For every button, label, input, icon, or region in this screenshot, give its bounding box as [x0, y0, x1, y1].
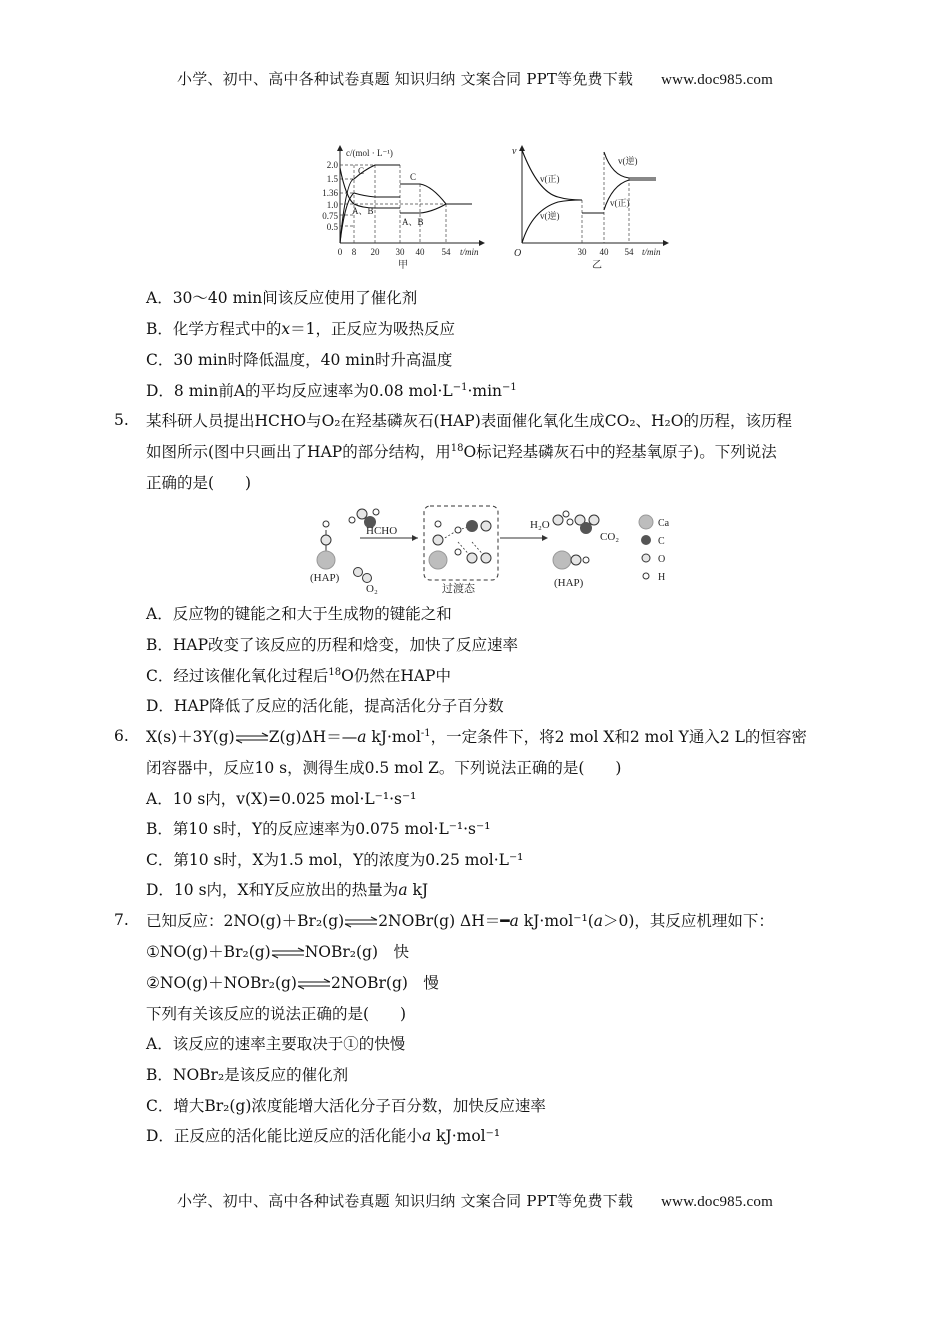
q7-step2: ②NO(g)＋NOBr₂(g) 2NOBr(g) 慢	[146, 974, 439, 992]
legend-h: H	[658, 572, 666, 583]
jia-caption: 甲	[398, 260, 408, 271]
q7-step1: ①NO(g)＋Br₂(g) NOBr₂(g) 快	[146, 943, 410, 961]
q7-option-a: A．该反应的速率主要取决于①的快慢	[146, 1035, 406, 1053]
hap-label: (HAP)	[310, 572, 340, 584]
header-text: 小学、初中、高中各种试卷真题 知识归纳 文案合同 PPT等免费下载	[177, 70, 634, 88]
q6-option-b: B．第10 s时，Y的反应速率为0.075 mol·L⁻¹·s⁻¹	[146, 820, 491, 838]
figure-jia	[312, 140, 492, 275]
q5-option-c: C．经过该催化氧化过程后$^{18}$O仍然在HAP中	[146, 666, 451, 685]
q5-stem-line3: 正确的是( )	[146, 474, 252, 492]
yi-caption: 乙	[592, 260, 602, 271]
q6-option-d: D．10 s内，X和Y反应放出的热量为a kJ	[146, 881, 429, 899]
jia-xtick: 30	[395, 247, 405, 257]
equilibrium-arrow-icon	[235, 732, 269, 744]
q5-option-a: A．反应物的键能之和大于生成物的键能之和	[146, 605, 452, 623]
yi-xlabel: t/min	[642, 247, 661, 257]
jia-ytick: 1.5	[326, 174, 338, 184]
equilibrium-arrow-icon	[344, 916, 378, 928]
jia-curve-label: C	[358, 166, 365, 176]
jia-xtick: 8	[351, 247, 357, 257]
jia-ytick: 1.36	[322, 188, 338, 198]
figure-yi	[508, 140, 678, 275]
q6-stem-line1: X(s)＋3Y(g) Z(g)ΔH＝—a kJ·mol$^{-1}$，一定条件下，将2 mol X和2 mol Y通入2 L的恒容密	[146, 727, 807, 746]
jia-ytick: 2.0	[326, 160, 338, 170]
footer-site[interactable]: www.doc985.com	[661, 1194, 773, 1210]
h2o-label: H₂O	[530, 519, 550, 531]
jia-ylabel: c/(mol · L⁻¹)	[346, 148, 393, 158]
header-site[interactable]: www.doc985.com	[661, 72, 773, 88]
equilibrium-arrow-icon	[297, 978, 331, 990]
q6-option-c: C．第10 s时，X为1.5 mol，Y的浓度为0.25 mol·L⁻¹	[146, 851, 524, 869]
equilibrium-arrow-icon	[271, 947, 305, 959]
yi-xtick: 40	[599, 247, 609, 257]
page-footer	[0, 1190, 950, 1211]
q7-stem-line1: 已知反应：2NO(g)＋Br₂(g) 2NOBr(g) ΔH＝━a kJ·mol⁻¹(a＞0)，其反应机理如下：	[146, 912, 774, 930]
yi-xtick: 54	[624, 247, 634, 257]
q4-option-a: A．30～40 min间该反应使用了催化剂	[146, 289, 418, 307]
hap2-label: (HAP)	[554, 577, 584, 589]
jia-ytick: 0.75	[322, 211, 338, 221]
q5-number: 5.	[114, 411, 129, 429]
q7-option-d: D．正反应的活化能比逆反应的活化能小a kJ·mol⁻¹	[146, 1127, 501, 1145]
legend-c: C	[658, 536, 665, 547]
q4-option-b: B．化学方程式中的x＝1，正反应为吸热反应	[146, 320, 456, 338]
q7-option-b: B．NOBr₂是该反应的催化剂	[146, 1066, 349, 1084]
jia-curve-label: A、B	[402, 217, 424, 227]
q5-option-d: D．HAP降低了反应的活化能，提高活化分子百分数	[146, 697, 504, 715]
yi-xtick: 30	[577, 247, 587, 257]
jia-ytick: 0.5	[326, 222, 338, 232]
jia-curve-label: C	[410, 172, 417, 182]
jia-xtick: 0	[337, 247, 343, 257]
q7-stem-line2: 下列有关该反应的说法正确的是( )	[146, 1005, 407, 1023]
page-header	[0, 68, 950, 89]
yi-ylabel: v	[512, 146, 517, 157]
yi-curve-label: v(正)	[610, 198, 630, 208]
yi-curve-label: v(逆)	[540, 211, 560, 221]
q7-option-c: C．增大Br₂(g)浓度能增大活化分子百分数，加快反应速率	[146, 1097, 546, 1115]
jia-xtick: 40	[415, 247, 425, 257]
q4-option-d: D．8 min前A的平均反应速率为0.08 $mol\cdot L^{-1}\cdot\min^{-1}$	[146, 381, 517, 400]
jia-xlabel: t/min	[460, 247, 479, 257]
q6-option-a: A．10 s内，v(X)=0.025 mol·L⁻¹·s⁻¹	[146, 790, 417, 808]
o2-label: O₂	[366, 583, 378, 595]
q6-number: 6.	[114, 727, 129, 745]
q5-stem-line2: 如图所示(图中只画出了HAP的部分结构，用$^{18}$O标记羟基磷灰石中的羟基氧原子)。下列说法	[146, 442, 777, 461]
q5-option-b: B．HAP改变了该反应的历程和焓变，加快了反应速率	[146, 636, 519, 654]
q4-option-c: C．30 min时降低温度，40 min时升高温度	[146, 351, 453, 369]
ts-label: 过渡态	[442, 583, 475, 595]
jia-xtick: 20	[370, 247, 380, 257]
yi-curve-label: v(逆)	[618, 156, 638, 166]
q5-stem-line1: 某科研人员提出HCHO与O₂在羟基磷灰石(HAP)表面催化氧化生成CO₂、H₂O的历程，该历程	[146, 412, 792, 430]
q7-number: 7.	[114, 911, 129, 929]
jia-xtick: 54	[441, 247, 451, 257]
q6-stem-line2: 闭容器中，反应10 s，测得生成0.5 mol Z。下列说法正确的是( )	[146, 759, 622, 777]
co2-label: CO₂	[600, 531, 620, 543]
yi-origin: O	[514, 248, 522, 259]
jia-ytick: 1.0	[326, 200, 338, 210]
hcho-label: HCHO	[366, 525, 398, 537]
footer-text: 小学、初中、高中各种试卷真题 知识归纳 文案合同 PPT等免费下载	[177, 1192, 634, 1210]
jia-curve-label: A、B	[352, 206, 374, 216]
yi-curve-label: v(正)	[540, 174, 560, 184]
legend-ca: Ca	[658, 518, 670, 529]
legend-o: O	[658, 554, 666, 565]
figure-hap	[300, 500, 680, 596]
